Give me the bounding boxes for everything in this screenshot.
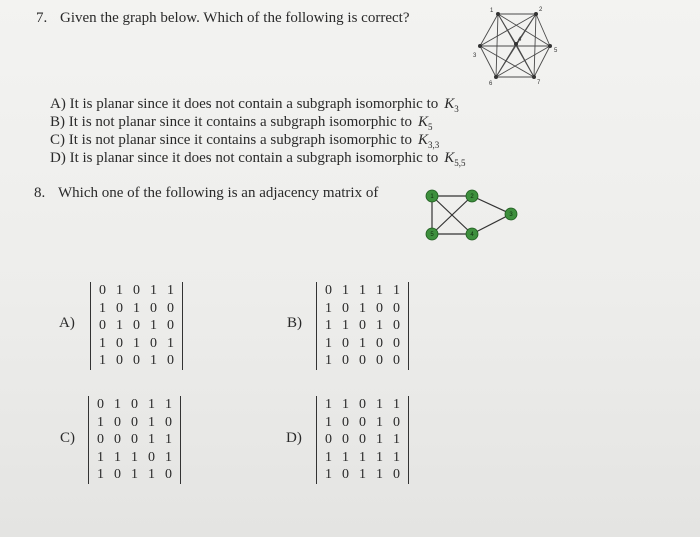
matrix-cell: 0 [359,318,366,333]
matrix-row [94,282,179,300]
question-8-number: 8. [34,185,46,201]
question-7-title [36,10,409,27]
matrix-cell: 1 [325,300,332,316]
matrix-d [316,396,409,484]
matrix-row [92,414,177,432]
matrix-cell: 0 [342,467,349,482]
question-8-graph [418,182,528,247]
matrix-c-label: C) [60,430,75,446]
matrix-cell: 1 [99,335,106,351]
matrix-cell: 1 [150,283,157,298]
q7-node-3 [478,44,482,48]
matrix-row [320,431,405,449]
matrix-cell: 0 [376,335,383,351]
matrix-cell: 1 [148,397,155,412]
matrix-cell: 0 [165,467,172,482]
matrix-cell: 0 [114,432,121,447]
matrix-b-label: B) [287,315,302,331]
matrix-cell: 0 [167,300,174,316]
matrix-cell: 0 [148,449,155,465]
matrix-cell: 1 [97,414,104,430]
matrix-cell: 1 [376,397,383,412]
matrix-cell: 0 [393,467,400,482]
matrix-cell: 0 [167,318,174,333]
matrix-cell: 1 [114,397,121,412]
q8-label-3: 3 [509,212,513,218]
matrix-cell: 1 [393,449,400,465]
matrix-cell: 1 [342,283,349,298]
matrix-cell: 1 [165,397,172,412]
matrix-cell: 1 [150,318,157,333]
matrix-row [92,431,177,449]
matrix-row [320,317,405,335]
matrix-cell: 0 [342,335,349,351]
matrix-cell: 0 [150,335,157,351]
matrix-row [320,396,405,414]
matrix-cell: 0 [97,397,104,412]
matrix-cell: 0 [342,300,349,316]
matrix-cell: 0 [393,300,400,316]
q7-label-7: 7 [537,80,541,86]
matrix-cell: 1 [148,467,155,482]
matrix-cell: 1 [133,300,140,316]
q7-label-1: 1 [490,8,494,14]
q7-option-d-k: $K_{5,5}$ [444,150,466,168]
matrix-cell: 0 [116,300,123,316]
matrix-cell: 1 [359,467,366,482]
q8-label-1: 1 [430,194,434,200]
matrix-cell: 1 [148,432,155,447]
question-7-graph [470,2,575,86]
matrix-cell: 1 [167,283,174,298]
matrix-cell: 1 [376,467,383,482]
q7-node-6 [494,75,498,79]
matrix-cell: 0 [342,353,349,368]
matrix-cell: 0 [359,353,366,368]
matrix-cell: 0 [342,432,349,447]
q7-label-2: 2 [539,7,543,13]
matrix-cell: 1 [342,449,349,465]
matrix-cell: 0 [131,414,138,430]
matrix-cell: 0 [393,353,400,368]
matrix-cell: 0 [99,283,106,298]
matrix-cell: 1 [342,397,349,412]
matrix-cell: 1 [133,335,140,351]
q7-node-7 [532,75,536,79]
matrix-cell: 1 [359,300,366,316]
matrix-row [92,449,177,467]
matrix-row [94,335,179,353]
matrix-cell: 1 [99,353,106,368]
q7-node-5 [548,44,552,48]
matrix-cell: 1 [359,335,366,351]
matrix-cell: 0 [393,414,400,430]
matrix-d-label: D) [286,430,302,446]
q7-node-2 [534,12,538,16]
q7-label-4: 4 [518,37,522,43]
matrix-cell: 0 [325,283,332,298]
matrix-cell: 1 [116,283,123,298]
matrix-row [320,352,405,370]
matrix-cell: 1 [131,449,138,465]
matrix-row [320,300,405,318]
matrix-cell: 0 [133,283,140,298]
q8-label-4: 4 [470,232,474,238]
matrix-cell: 0 [114,467,121,482]
q7-option-a-k: $K_3$ [444,96,459,114]
matrix-cell: 1 [359,449,366,465]
matrix-cell: 1 [97,467,104,482]
matrix-cell: 1 [393,432,400,447]
matrix-cell: 1 [376,283,383,298]
matrix-cell: 1 [376,432,383,447]
matrix-cell: 0 [359,397,366,412]
matrix-row [94,317,179,335]
matrix-cell: 1 [393,397,400,412]
matrix-row [320,282,405,300]
q7-option-d [50,149,466,172]
q7-option-c-k: $K_{3,3}$ [418,132,440,150]
q7-option-c-text: C) It is not planar since it contains a subgraph isomorphic to [50,132,413,148]
matrix-cell: 0 [165,414,172,430]
matrix-row [320,414,405,432]
matrix-cell: 1 [325,467,332,482]
matrix-a [90,282,183,370]
question-7-number: 7. [36,10,48,26]
matrix-cell: 1 [325,353,332,368]
matrix-cell: 0 [393,335,400,351]
matrix-cell: 0 [359,414,366,430]
q7-label-5: 5 [554,48,558,54]
matrix-cell: 0 [131,397,138,412]
matrix-cell: 0 [376,300,383,316]
matrix-cell: 0 [133,318,140,333]
matrix-cell: 0 [133,353,140,368]
matrix-cell: 1 [165,432,172,447]
matrix-cell: 0 [359,432,366,447]
matrix-cell: 1 [325,335,332,351]
matrix-cell: 0 [393,318,400,333]
q7-node-1 [496,12,500,16]
matrix-cell: 1 [325,397,332,412]
matrix-cell: 1 [97,449,104,465]
matrix-cell: 1 [393,283,400,298]
matrix-cell: 1 [131,467,138,482]
matrix-cell: 1 [116,318,123,333]
matrix-cell: 1 [359,283,366,298]
matrix-cell: 1 [376,414,383,430]
matrix-cell: 1 [165,449,172,465]
matrix-b [316,282,409,370]
matrix-cell: 0 [325,432,332,447]
matrix-cell: 1 [325,318,332,333]
q7-option-b-text: B) It is not planar since it contains a subgraph isomorphic to [50,114,413,130]
matrix-cell: 1 [150,353,157,368]
matrix-cell: 1 [167,335,174,351]
matrix-cell: 0 [376,353,383,368]
q8-label-2: 2 [470,194,474,200]
matrix-cell: 0 [167,353,174,368]
matrix-cell: 0 [131,432,138,447]
matrix-cell: 1 [376,449,383,465]
matrix-row [320,466,405,484]
q7-option-a-text: A) It is planar since it does not contain a subgraph isomorphic to [50,96,439,112]
matrix-cell: 1 [325,414,332,430]
matrix-cell: 0 [97,432,104,447]
question-8-title [34,185,378,202]
matrix-cell: 0 [116,353,123,368]
matrix-a-label: A) [59,315,75,331]
matrix-cell: 1 [99,300,106,316]
matrix-cell: 1 [342,318,349,333]
matrix-cell: 0 [342,414,349,430]
question-8-text: Which one of the following is an adjacency matrix of [58,185,379,201]
matrix-row [320,449,405,467]
matrix-row [94,300,179,318]
matrix-cell: 0 [114,414,121,430]
q7-label-6: 6 [489,81,493,86]
q7-label-3: 3 [473,53,477,59]
question-7-text: Given the graph below. Which of the following is correct? [60,10,410,26]
q7-option-b-k: $K_5$ [418,114,433,132]
matrix-cell: 1 [325,449,332,465]
matrix-c [88,396,181,484]
q7-option-d-text: D) It is planar since it does not contain a subgraph isomorphic to [50,150,439,166]
matrix-cell: 1 [114,449,121,465]
matrix-row [320,335,405,353]
matrix-row [92,396,177,414]
matrix-cell: 0 [116,335,123,351]
matrix-cell: 1 [376,318,383,333]
matrix-cell: 1 [148,414,155,430]
matrix-cell: 0 [99,318,106,333]
q8-label-5: 5 [430,232,434,238]
matrix-cell: 0 [150,300,157,316]
matrix-row [92,466,177,484]
matrix-row [94,352,179,370]
